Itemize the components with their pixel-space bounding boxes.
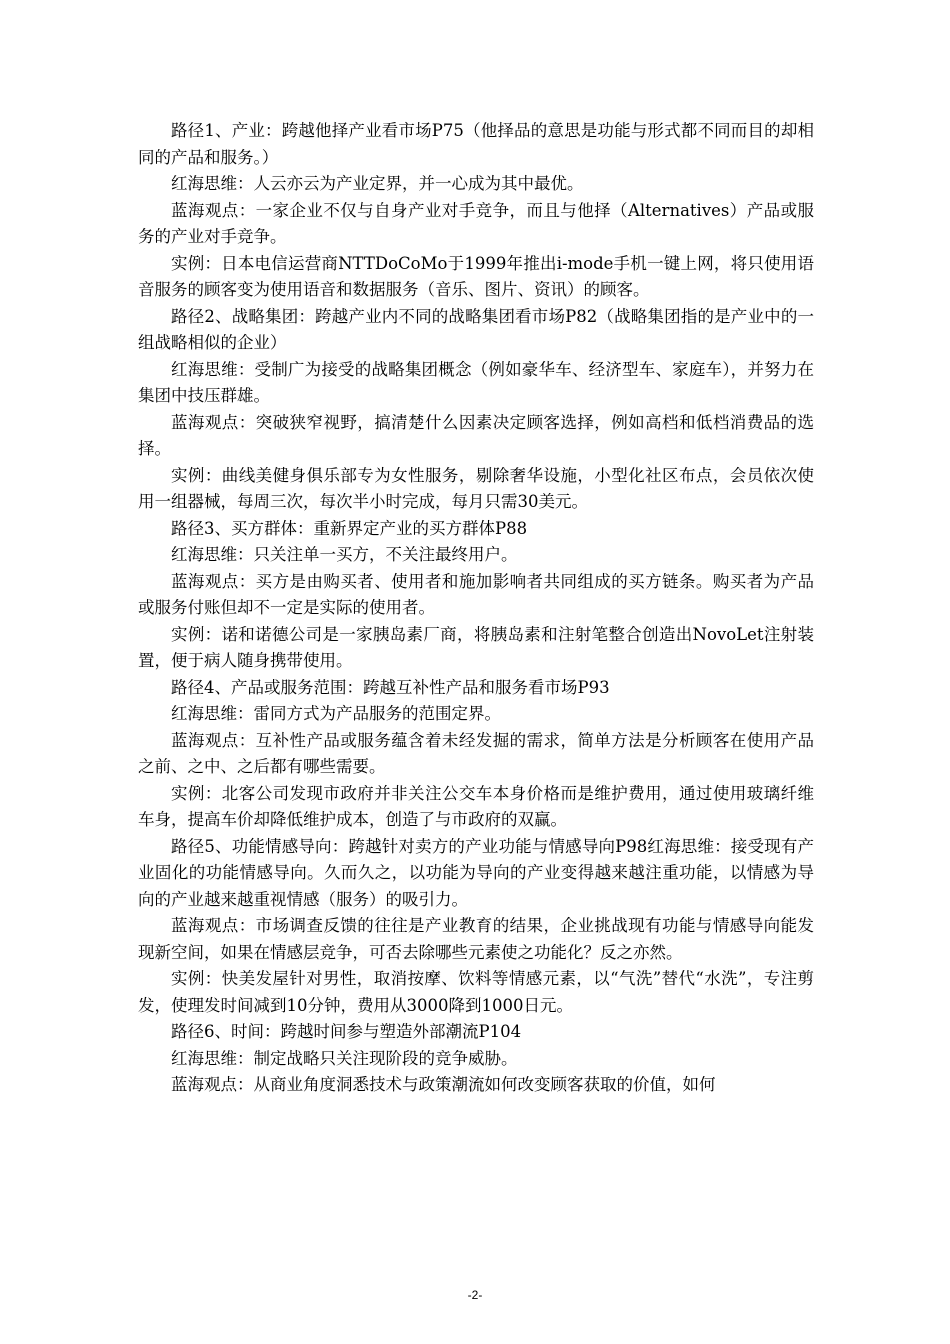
paragraph-path2-red-ocean: 红海思维：受制广为接受的战略集团概念（例如豪华车、经济型车、家庭车），并努力在集团中技压群雄。	[138, 359, 814, 405]
page-number: -2-	[467, 1288, 483, 1302]
paragraph-path4-scope: 路径4、产品或服务范围：跨越互补性产品和服务看市场P93	[171, 677, 610, 697]
paragraph-path6-time: 路径6、时间：跨越时间参与塑造外部潮流P104	[171, 1022, 522, 1041]
paragraph-path2-example: 实例：曲线美健身俱乐部专为女性服务，剔除奢华设施，小型化社区布点，会员依次使用一组器械，每周三次，每次半小时完成，每月只需30美元。	[138, 465, 814, 511]
paragraph-path4-example: 实例：北客公司发现市政府并非关注公交车本身价格而是维护费用，通过使用玻璃纤维车身，提高车价却降低维护成本，创造了与市政府的双赢。	[138, 783, 814, 829]
paragraph-path5-example: 实例：快美发屋针对男性，取消按摩、饮料等情感元素，以“气洗”替代“水洗”，专注剪发，使理发时间减到10分钟，费用从3000降到1000日元。	[138, 969, 814, 1015]
paragraph-path1-blue-ocean: 蓝海观点：一家企业不仅与自身产业对手竞争，而且与他择（Alternatives）产品或服务的产业对手竞争。	[138, 200, 814, 246]
paragraph-path3-buyer-group: 路径3、买方群体：重新界定产业的买方群体P88	[171, 518, 528, 538]
paragraph-path4-blue-ocean: 蓝海观点：互补性产品或服务蕴含着未经发掘的需求，简单方法是分析顾客在使用产品之前、之中、之后都有哪些需要。	[138, 730, 814, 776]
paragraph-path2-blue-ocean: 蓝海观点：突破狭窄视野，搞清楚什么因素决定顾客选择，例如高档和低档消费品的选择。	[138, 412, 814, 458]
paragraph-path1-red-ocean: 红海思维：人云亦云为产业定界，并一心成为其中最优。	[171, 174, 584, 193]
paragraph-path3-example: 实例：诺和诺德公司是一家胰岛素厂商，将胰岛素和注射笔整合创造出NovoLet注射装置，便于病人随身携带使用。	[138, 624, 814, 670]
paragraph-path2-strategic-group: 路径2、战略集团：跨越产业内不同的战略集团看市场P82（战略集团指的是产业中的一组战略相似的企业）	[138, 306, 814, 352]
paragraph-path5-orientation: 路径5、功能情感导向：跨越针对卖方的产业功能与情感导向P98红海思维：接受现有产业固化的功能情感导向。久而久之，以功能为导向的产业变得越来越注重功能，以情感为导向的产业越来越重视情感（服务）的吸引力。	[138, 836, 814, 909]
paragraph-path1-industry: 路径1、产业：跨越他择产业看市场P75（他择品的意思是功能与形式都不同而目的却相同的产品和服务。）	[138, 121, 814, 167]
paragraph-path4-red-ocean: 红海思维：雷同方式为产品服务的范围定界。	[171, 704, 501, 723]
body-text	[138, 118, 814, 1099]
paragraph-path6-blue-ocean: 蓝海观点：从商业角度洞悉技术与政策潮流如何改变顾客获取的价值，如何	[171, 1075, 716, 1094]
paragraph-path5-blue-ocean: 蓝海观点：市场调查反馈的往往是产业教育的结果，企业挑战现有功能与情感导向能发现新空间，如果在情感层竞争，可否去除哪些元素使之功能化？反之亦然。	[138, 916, 814, 962]
paragraph-path3-blue-ocean: 蓝海观点：买方是由购买者、使用者和施加影响者共同组成的买方链条。购买者为产品或服务付账但却不一定是实际的使用者。	[138, 571, 814, 617]
paragraph-path3-red-ocean: 红海思维：只关注单一买方，不关注最终用户。	[171, 545, 518, 564]
paragraph-path1-example: 实例：日本电信运营商NTTDoCoMo于1999年推出i-mode手机一键上网，将只使用语音服务的顾客变为使用语音和数据服务（音乐、图片、资讯）的顾客。	[138, 253, 814, 299]
paragraph-path6-red-ocean: 红海思维：制定战略只关注现阶段的竞争威胁。	[171, 1048, 518, 1068]
